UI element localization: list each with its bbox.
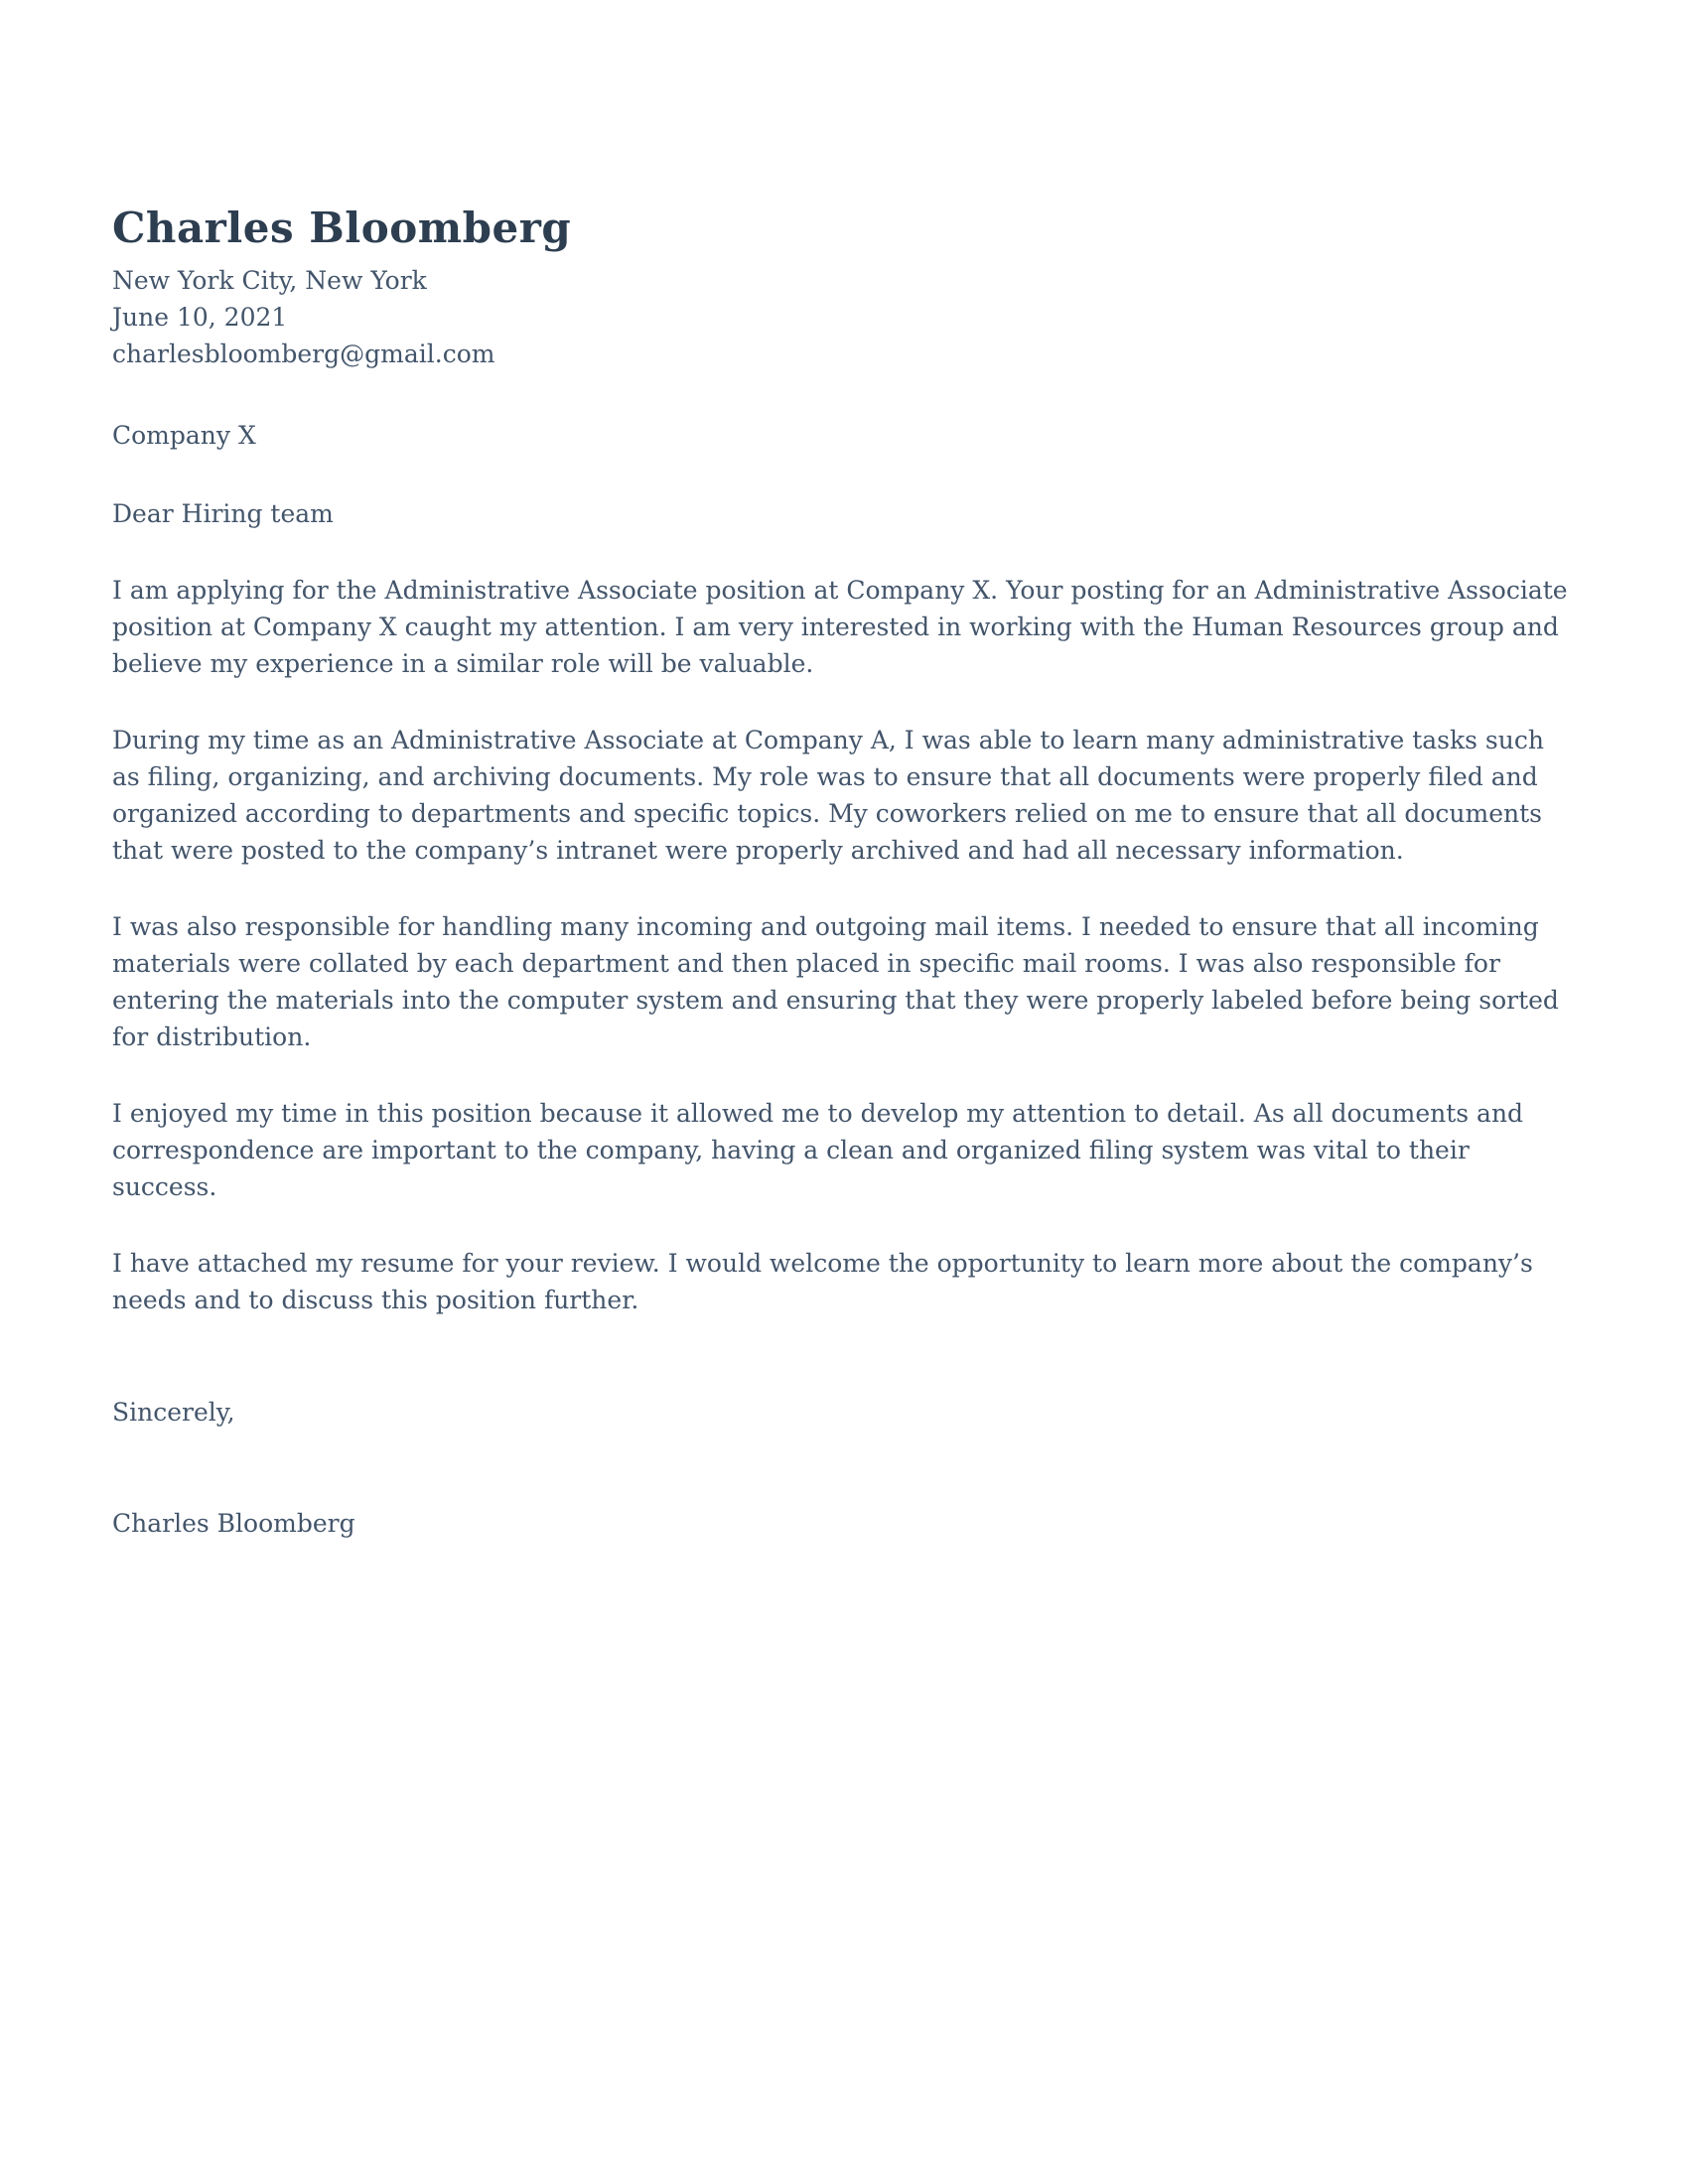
contact-location: New York City, New York <box>112 266 427 295</box>
body-paragraph-4: I enjoyed my time in this position because it allowed me to develop my attention to detail. As all documents and correspondence are important to the company, having a clean and organized filing system was vital to their success. <box>112 1099 1524 1201</box>
contact-email: charlesbloomberg@gmail.com <box>112 340 495 368</box>
body-paragraph-1: I am applying for the Administrative Associate position at Company X. Your posting for an Administrative Associate position at Company X caught my attention. I am very interested in working with the Human Resources group and believe my experience in a similar role will be valuable. <box>112 576 1568 678</box>
recipient-company: Company X <box>112 421 256 450</box>
body-paragraph-5: I have attached my resume for your review. I would welcome the opportunity to learn more about the company’s needs and to discuss this position further. <box>112 1249 1533 1314</box>
body-paragraph-2: During my time as an Administrative Associate at Company A, I was able to learn many administrative tasks such as filing, organizing, and archiving documents. My role was to ensure that all documents were properly filed and organized according to departments and specific topics. My coworkers relied on me to ensure that all documents that were posted to the company’s intranet were properly archived and had all necessary information. <box>112 726 1544 865</box>
body-paragraph-3: I was also responsible for handling many incoming and outgoing mail items. I needed to ensure that all incoming materials were collated by each department and then placed in specific mail rooms. I was also responsible for entering the materials into the computer system and ensuring that they were properly labeled before being sorted for distribution. <box>112 912 1559 1051</box>
closing-salutation: Sincerely, <box>112 1398 235 1427</box>
contact-date: June 10, 2021 <box>112 303 288 332</box>
signature-name: Charles Bloomberg <box>112 1509 355 1538</box>
sender-name-heading: Charles Bloomberg <box>112 204 572 252</box>
contact-block <box>112 262 1576 372</box>
salutation: Dear Hiring team <box>112 499 334 528</box>
